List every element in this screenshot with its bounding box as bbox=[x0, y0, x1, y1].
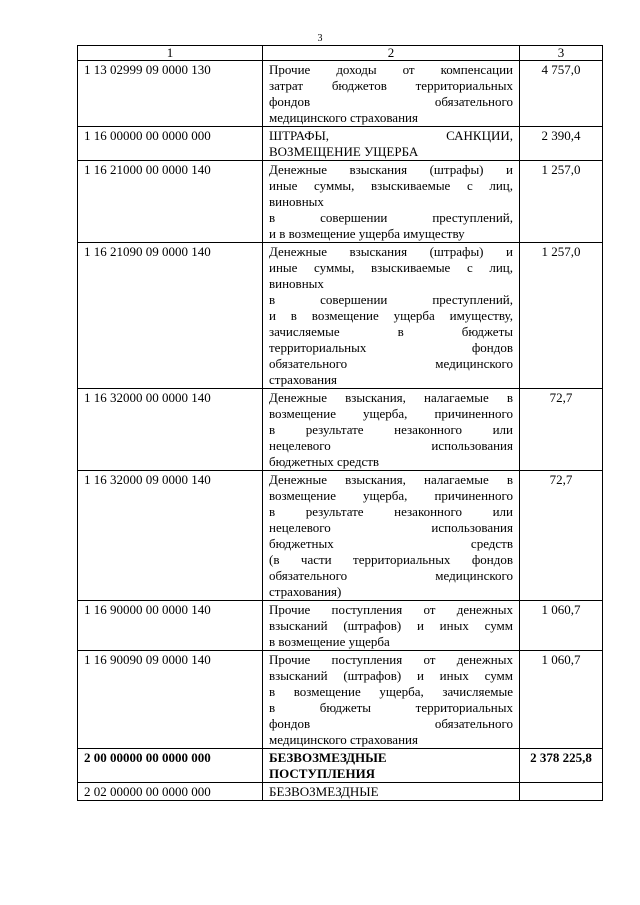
amount-cell: 1 060,7 bbox=[520, 601, 603, 651]
income-name-line: обязательного медицинского bbox=[269, 568, 513, 583]
table-row bbox=[78, 243, 603, 389]
income-name-line: зачисляемые в бюджеты bbox=[269, 324, 513, 339]
budget-code-cell: 1 16 21090 09 0000 140 bbox=[78, 243, 263, 389]
budget-code-cell: 1 16 00000 00 0000 000 bbox=[78, 127, 263, 161]
amount-cell: 1 257,0 bbox=[520, 161, 603, 243]
income-name-cell bbox=[263, 601, 520, 651]
income-name-line: виновных bbox=[269, 276, 324, 291]
income-name-line: взысканий (штрафов) и иных сумм bbox=[269, 618, 513, 633]
income-name-line: Прочие поступления от денежных bbox=[269, 602, 513, 617]
amount-cell: 1 060,7 bbox=[520, 651, 603, 749]
amount-cell: 4 757,0 bbox=[520, 61, 603, 127]
income-name-line: в возмещение ущерба bbox=[269, 634, 390, 649]
income-name-line: в совершении преступлений, bbox=[269, 210, 513, 225]
income-name-line: фондов обязательного bbox=[269, 94, 513, 109]
table-row bbox=[78, 601, 603, 651]
income-name-line: фондов обязательного bbox=[269, 716, 513, 731]
income-name-line: ПОСТУПЛЕНИЯ bbox=[269, 766, 376, 781]
table-row bbox=[78, 61, 603, 127]
income-name-line: возмещение ущерба, причиненного bbox=[269, 488, 513, 503]
income-name-cell bbox=[263, 243, 520, 389]
income-name-cell bbox=[263, 749, 520, 783]
income-name-line: обязательного медицинского bbox=[269, 356, 513, 371]
income-name-line: ШТРАФЫ, САНКЦИИ, bbox=[269, 128, 513, 143]
income-name-line: ВОЗМЕЩЕНИЕ УЩЕРБА bbox=[269, 144, 419, 159]
budget-code-cell: 2 02 00000 00 0000 000 bbox=[78, 783, 263, 801]
income-name-cell bbox=[263, 389, 520, 471]
income-name-line: в возмещение ущерба, зачисляемые bbox=[269, 684, 513, 699]
income-name-line: нецелевого использования bbox=[269, 438, 513, 453]
income-name-line: и в возмещение ущерба имуществу, bbox=[269, 308, 513, 323]
amount-cell: 72,7 bbox=[520, 389, 603, 471]
amount-cell: 1 257,0 bbox=[520, 243, 603, 389]
income-name-line: страхования) bbox=[269, 584, 342, 599]
income-name-line: БЕЗВОЗМЕЗДНЫЕ bbox=[269, 784, 379, 799]
budget-code-cell: 1 13 02999 09 0000 130 bbox=[78, 61, 263, 127]
income-name-line: Прочие доходы от компенсации bbox=[269, 62, 513, 77]
page-number: 3 bbox=[317, 33, 323, 44]
income-name-line: иные суммы, взыскиваемые с лиц, bbox=[269, 260, 513, 275]
income-name-line: возмещение ущерба, причиненного bbox=[269, 406, 513, 421]
budget-code-cell: 1 16 32000 09 0000 140 bbox=[78, 471, 263, 601]
amount-cell: 2 390,4 bbox=[520, 127, 603, 161]
income-name-line: иные суммы, взыскиваемые с лиц, bbox=[269, 178, 513, 193]
income-name-line: в бюджеты территориальных bbox=[269, 700, 513, 715]
income-name-line: в совершении преступлений, bbox=[269, 292, 513, 307]
income-name-line: Денежные взыскания, налагаемые в bbox=[269, 390, 513, 405]
table-row bbox=[78, 749, 603, 783]
income-name-cell bbox=[263, 161, 520, 243]
income-name-line: Прочие поступления от денежных bbox=[269, 652, 513, 667]
income-name-line: Денежные взыскания (штрафы) и bbox=[269, 162, 513, 177]
table-row bbox=[78, 471, 603, 601]
income-name-line: и в возмещение ущерба имуществу bbox=[269, 226, 465, 241]
income-name-line: нецелевого использования bbox=[269, 520, 513, 535]
income-name-line: территориальных фондов bbox=[269, 340, 513, 355]
income-name-line: затрат бюджетов территориальных bbox=[269, 78, 513, 93]
income-name-cell bbox=[263, 127, 520, 161]
budget-code-cell: 1 16 32000 00 0000 140 bbox=[78, 389, 263, 471]
table-row bbox=[78, 651, 603, 749]
income-name-line: в результате незаконного или bbox=[269, 422, 513, 437]
income-name-line: бюджетных средств bbox=[269, 536, 513, 551]
income-name-line: (в части территориальных фондов bbox=[269, 552, 513, 567]
budget-code-cell: 1 16 21000 00 0000 140 bbox=[78, 161, 263, 243]
income-name-line: страхования bbox=[269, 372, 338, 387]
income-name-line: виновных bbox=[269, 194, 324, 209]
amount-cell: 72,7 bbox=[520, 471, 603, 601]
table-row bbox=[78, 389, 603, 471]
income-name-cell bbox=[263, 783, 520, 801]
amount-cell: 2 378 225,8 bbox=[520, 749, 603, 783]
income-name-line: бюджетных средств bbox=[269, 454, 380, 469]
column-header-amount: 3 bbox=[520, 46, 603, 61]
income-name-line: Денежные взыскания (штрафы) и bbox=[269, 244, 513, 259]
income-name-line: БЕЗВОЗМЕЗДНЫЕ bbox=[269, 750, 387, 765]
column-header-name: 2 bbox=[263, 46, 520, 61]
budget-table bbox=[77, 45, 603, 801]
budget-code-cell: 1 16 90000 00 0000 140 bbox=[78, 601, 263, 651]
income-name-cell bbox=[263, 471, 520, 601]
income-name-cell bbox=[263, 61, 520, 127]
column-header-code: 1 bbox=[78, 46, 263, 61]
budget-code-cell: 2 00 00000 00 0000 000 bbox=[78, 749, 263, 783]
income-name-line: взысканий (штрафов) и иных сумм bbox=[269, 668, 513, 683]
amount-cell bbox=[520, 783, 603, 801]
income-name-line: в результате незаконного или bbox=[269, 504, 513, 519]
table-row bbox=[78, 783, 603, 801]
income-name-cell bbox=[263, 651, 520, 749]
income-name-line: Денежные взыскания, налагаемые в bbox=[269, 472, 513, 487]
income-name-line: медицинского страхования bbox=[269, 732, 418, 747]
table-header-row bbox=[78, 46, 603, 61]
budget-code-cell: 1 16 90090 09 0000 140 bbox=[78, 651, 263, 749]
table-row bbox=[78, 127, 603, 161]
income-name-line: медицинского страхования bbox=[269, 110, 418, 125]
table-row bbox=[78, 161, 603, 243]
